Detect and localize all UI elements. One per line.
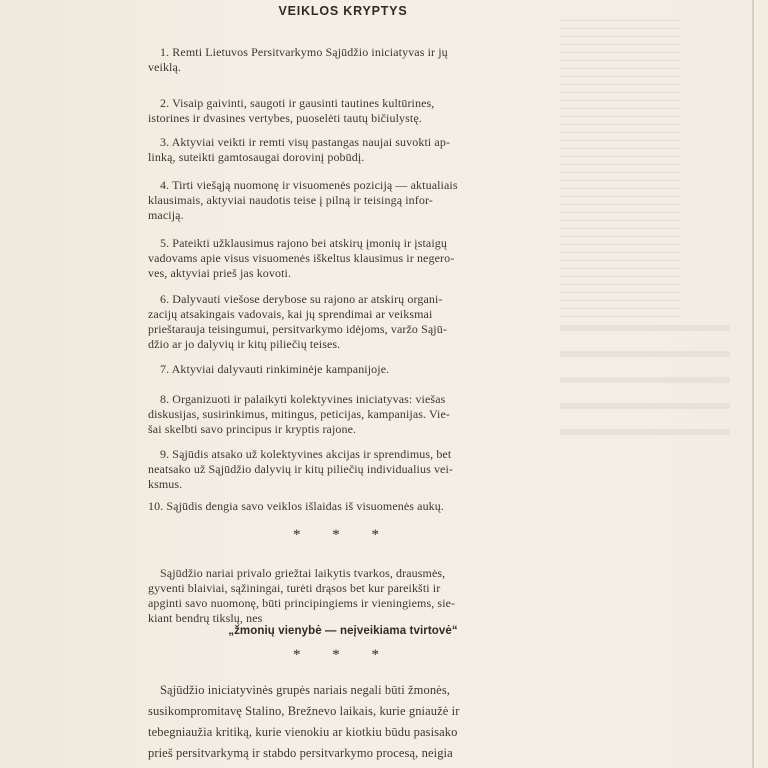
list-item: 2. Visaip gaivinti, saugoti ir gausinti tautines kultūrines, istorines ir dvasines vertybes, puoselėti tautų bičiulystę. — [148, 96, 435, 125]
section-divider-stars: * * * — [293, 647, 393, 663]
bleed-through-heading — [560, 325, 730, 445]
list-item: 5. Pateikti užklausimus rajono bei atskirų įmonių ir įstaigų vadovams apie visus visuomenės iškeltus klausimus ir negero- ves, aktyviai prieš jas kovoti. — [148, 236, 455, 280]
bleed-through-text — [560, 20, 680, 320]
list-item: 10. Sąjūdis dengia savo veiklos išlaidas iš visuomenės aukų. — [148, 499, 444, 513]
list-item: 8. Organizuoti ir palaikyti kolektyvines iniciatyvas: viešas diskusijas, susirinkimus, mitingus, peticijas, kampanijas. Vie- šai skelbti savo principus ir kryptis rajone. — [148, 392, 451, 436]
list-item: 1. Remti Lietuvos Persitvarkymo Sąjūdžio iniciatyvas ir jų veiklą. — [148, 45, 448, 74]
list-item: 7. Aktyviai dalyvauti rinkiminėje kampanijoje. — [160, 362, 390, 376]
discipline-paragraph: Sąjūdžio nariai privalo griežtai laikytis tvarkos, drausmės, gyventi blaiviai, sąžiningai, turėti drąsos bet kur pareikšti ir apginti savo nuomonę, būti principingiems ir vieningiems, sie- kiant bendrų tikslų, nes — [148, 566, 456, 625]
list-item: 3. Aktyviai veikti ir remti visų pastangas naujai suvokti ap- linką, suteikti gamtosaugai dorovinį pobūdį. — [148, 135, 451, 164]
list-item: 4. Tirti viešąją nuomonę ir visuomenės poziciją — aktualiais klausimais, aktyviai naudotis teise į pilną ir teisingą infor- maciją. — [148, 178, 458, 222]
slogan: „žmonių vienybė — neįveikiama tvirtovė“ — [228, 625, 458, 637]
membership-paragraph: Sąjūdžio iniciatyvinės grupės nariais negali būti žmonės, susikompromitavę Stalino, Brežnevo laikais, kurie gniaužė ir tebegniaužia kritiką, kurie vienokiu ar kiotkiu būdu pasisako prieš persitvarkymą ir stabdo persitvarkymo procesą, neigia — [148, 683, 460, 760]
page-edge — [752, 0, 754, 768]
section-divider-stars: * * * — [293, 527, 393, 543]
list-item: 9. Sąjūdis atsako už kolektyvines akcijas ir sprendimus, bet neatsako už Sąjūdžio dalyvių ir kitų piliečių individualius vei- ksmus. — [148, 447, 454, 491]
list-item: 6. Dalyvauti viešose derybose su rajono ar atskirų organi- zacijų atsakingais vadovais, kai jų sprendimai ar veiksmai prieštarauja teisingumui, persitvarkymo idėjoms, varžo Sąjū- džio ar jo dalyvių ir kitų piliečių teises. — [148, 292, 447, 351]
page-title: VEIKLOS KRYPTYS — [278, 4, 408, 18]
